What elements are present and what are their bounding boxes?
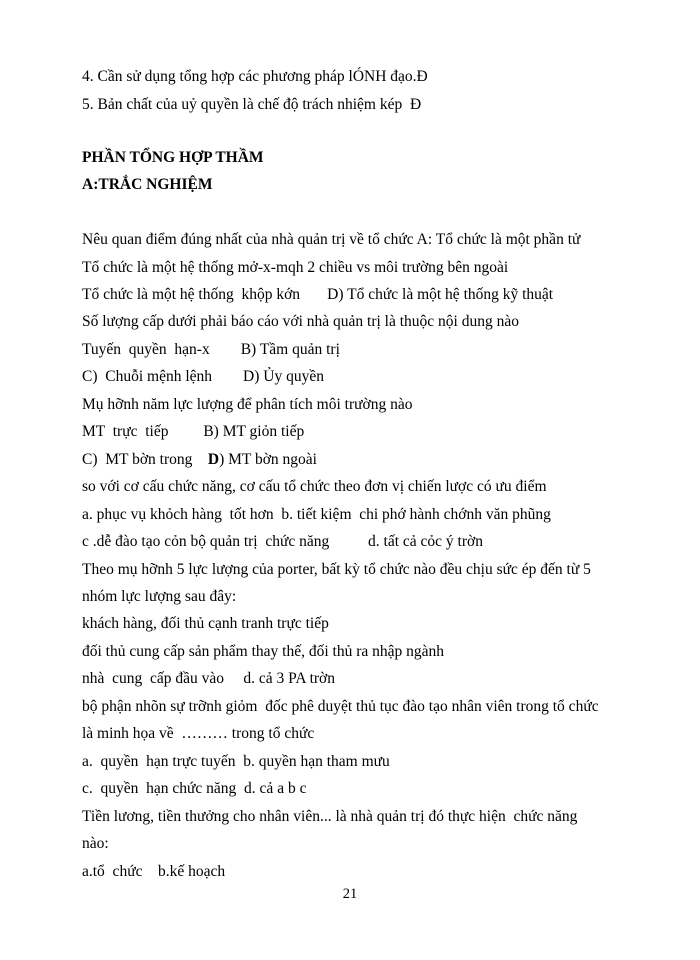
question-4-options-a-b: a. phục vụ khỏch hàng tốt hơn b. tiết kiệm chi phớ hành chớnh văn phũng <box>82 506 551 523</box>
question-3-options-a-b: MT trực tiếp B) MT giỏn tiếp <box>82 423 305 440</box>
question-6-options-c-d: c. quyền hạn chức năng d. cả a b c <box>82 780 307 797</box>
question-2-options-c-d: C) Chuỗi mệnh lệnh D) Ủy quyền <box>82 368 324 385</box>
question-5: Theo mụ hỡnh 5 lực lượng của porter, bất kỳ tổ chức nào đều chịu sức ép đến từ 5 <box>82 561 591 578</box>
question-3-option-c: C) MT bờn trong <box>82 451 193 468</box>
question-6-continued: là minh họa về ……… trong tổ chức <box>82 725 315 742</box>
subsection-heading: A:TRẮC NGHIỆM <box>82 176 213 193</box>
question-6: bộ phận nhõn sự trỡnh giỏm đốc phê duyệt thủ tục đào tạo nhân viên trong tổ chức <box>82 698 599 715</box>
question-4-options-c-d: c .dễ đào tạo cỏn bộ quản trị chức năng d. tất cả cỏc ý trờn <box>82 533 483 550</box>
question-7-continued: nào: <box>82 835 109 852</box>
question-3: Mụ hỡnh năm lực lượng để phân tích môi trường nào <box>82 396 413 413</box>
question-3-options-c-d <box>82 450 317 470</box>
text-line-item-5: 5. Bản chất của uỷ quyền là chế độ trách nhiệm kép Đ <box>82 96 422 113</box>
section-heading: PHẦN TỔNG HỢP THẦM <box>82 149 264 166</box>
question-2-options-a-b: Tuyến quyền hạn-x B) Tầm quản trị <box>82 341 340 358</box>
question-1: Nêu quan điểm đúng nhất của nhà quản trị về tổ chức A: Tổ chức là một phần tử <box>82 231 581 248</box>
question-1-option-b: Tổ chức là một hệ thống mở-x-mqh 2 chiều vs môi trường bên ngoài <box>82 259 509 276</box>
question-4: so với cơ cấu chức năng, cơ cấu tổ chức theo đơn vị chiến lược có ưu điểm <box>82 478 547 495</box>
question-5-options-c-d: nhà cung cấp đầu vào d. cả 3 PA trờn <box>82 670 335 687</box>
question-7: Tiền lương, tiền thưởng cho nhân viên... là nhà quản trị đó thực hiện chức năng <box>82 808 578 825</box>
question-6-options-a-b: a. quyền hạn trực tuyến b. quyền hạn tham mưu <box>82 753 390 770</box>
question-2: Số lượng cấp dưới phải báo cáo với nhà quản trị là thuộc nội dung nào <box>82 313 519 330</box>
text-line-item-4: 4. Cần sử dụng tổng hợp các phương pháp lÓNH đạo.Đ <box>82 68 428 85</box>
question-5-option-a: khách hàng, đối thủ cạnh tranh trực tiếp <box>82 615 329 632</box>
question-1-options-c-d: Tổ chức là một hệ thống khộp kớn D) Tổ chức là một hệ thống kỹ thuật <box>82 286 554 303</box>
page-number: 21 <box>342 886 358 902</box>
question-3-option-d-letter: D <box>207 451 220 468</box>
question-5-option-b: đối thủ cung cấp sản phẩm thay thế, đối thủ ra nhập ngành <box>82 643 445 660</box>
question-7-options-a-b: a.tổ chức b.kế hoạch <box>82 863 226 880</box>
question-3-option-d-text: ) MT bờn ngoài <box>219 451 317 468</box>
question-5-continued: nhóm lực lượng sau đây: <box>82 588 237 605</box>
